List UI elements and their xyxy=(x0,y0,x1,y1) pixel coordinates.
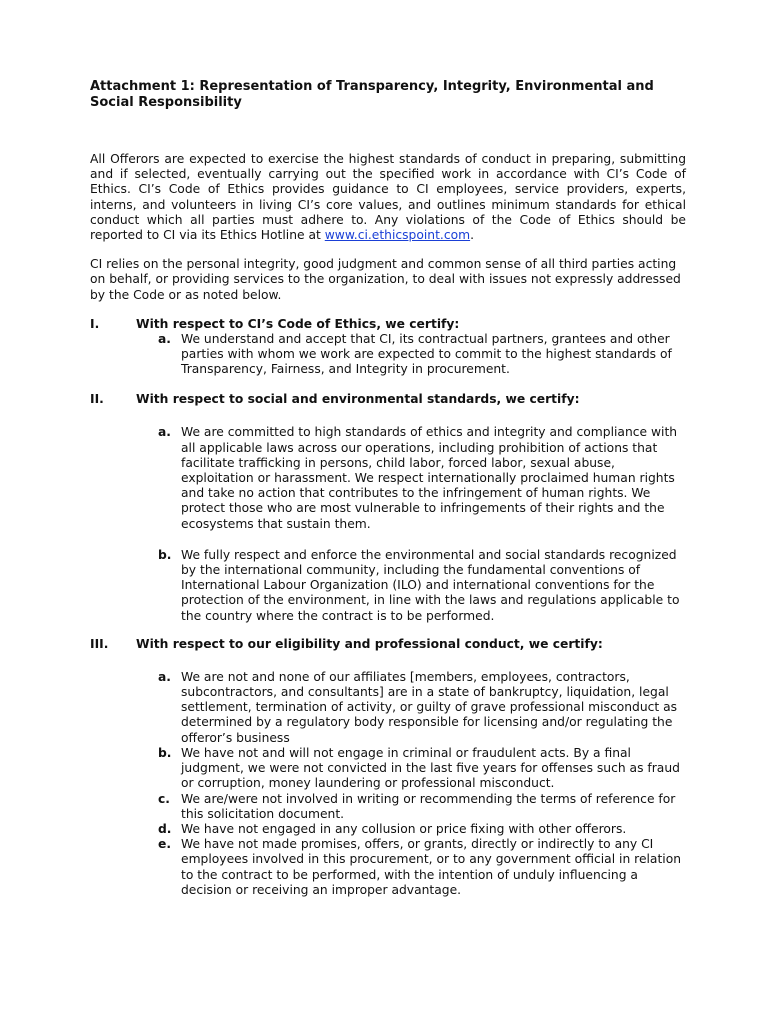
list-item xyxy=(90,548,686,624)
item-letter: a. xyxy=(158,669,171,684)
list-item xyxy=(90,425,686,531)
list-item xyxy=(90,670,686,746)
item-letter: b. xyxy=(158,745,172,760)
item-text: We are/were not involved in writing or recommending the terms of reference for this solicitation document. xyxy=(181,791,676,821)
intro-text: All Offerors are expected to exercise the highest standards of conduct in preparing, submitting and if selected, eventually carrying out the specified work in accordance with CI’s Code of Ethics. CI’s Code of Ethics provides guidance to CI employees, service providers, experts, interns, and volunteers in living CI’s core values, and outlines minimum standards for ethical conduct which all parties must adhere to. Any violations of the Code of Ethics should be reported to CI via its Ethics Hotline at xyxy=(90,152,686,243)
item-letter: d. xyxy=(158,821,172,836)
list-item xyxy=(90,822,686,837)
list-item xyxy=(90,332,686,378)
item-text: We are committed to high standards of ethics and integrity and compliance with all applicable laws across our operations, including prohibition of actions that facilitate trafficking in persons, child labor, forced labor, sexual abuse, exploitation or harassment. We respect internationally proclaimed human rights and take no action that contributes to the infringement of human rights. We protect those who are most vulnerable to infringements of their rights and the ecosystems that sustain them. xyxy=(181,425,678,531)
section-social-environmental xyxy=(90,392,686,623)
certification-list xyxy=(90,425,686,623)
document-title: Attachment 1: Representation of Transparency, Integrity, Environmental and Social Responsibility xyxy=(90,79,654,110)
section-numeral: II. xyxy=(90,392,104,407)
document-page xyxy=(90,79,686,898)
reliance-paragraph: CI relies on the personal integrity, good judgment and common sense of all third parties acting on behalf, or providing services to the organization, to deal with issues not expressly addressed by the Code or as noted below. xyxy=(90,257,681,302)
item-text: We fully respect and enforce the environmental and social standards recognized by the international community, including the fundamental conventions of International Labour Organization (ILO) and international conventions for the protection of the environment, in line with the laws and regulations applicable to the country where the contract is to be performed. xyxy=(181,547,680,623)
item-letter: a. xyxy=(158,331,171,346)
intro-text-end: . xyxy=(470,228,475,243)
section-numeral: I. xyxy=(90,316,100,331)
list-item xyxy=(90,746,686,792)
ethics-hotline-link[interactable]: www.ci.ethicspoint.com xyxy=(324,228,471,243)
section-title: With respect to CI’s Code of Ethics, we certify: xyxy=(136,316,460,331)
item-letter: e. xyxy=(158,837,172,852)
section-code-of-ethics xyxy=(90,317,686,378)
item-text: We have not made promises, offers, or grants, directly or indirectly to any CI employees involved in this procurement, or to any government official in relation to the contract to be performed, with the intention of unduly influencing a decision or receiving an improper advantage. xyxy=(181,837,682,897)
list-item xyxy=(90,837,686,898)
list-item xyxy=(90,792,686,822)
certification-list xyxy=(90,332,686,378)
section-title: With respect to social and environmental standards, we certify: xyxy=(136,392,580,407)
item-letter: c. xyxy=(158,791,170,806)
item-letter: b. xyxy=(158,547,172,562)
intro-paragraph xyxy=(90,152,686,243)
section-heading xyxy=(90,317,686,332)
item-text: We are not and none of our affiliates [members, employees, contractors, subcontractors, and consultants] are in a state of bankruptcy, liquidation, legal settlement, termination of activity, or guilty of grave professional misconduct as determined by a regulatory body responsible for licensing and/or regulating the offeror’s business xyxy=(181,669,678,745)
item-letter: a. xyxy=(158,425,171,440)
section-heading xyxy=(90,637,686,652)
certification-list xyxy=(90,670,686,898)
item-text: We understand and accept that CI, its contractual partners, grantees and other parties with whom we work are expected to commit to the highest standards of Transparency, Fairness, and Integrity in procurement. xyxy=(181,331,672,377)
item-text: We have not and will not engage in criminal or fraudulent acts. By a final judgment, we were not convicted in the last five years for offenses such as fraud or corruption, money laundering or professional misconduct. xyxy=(181,745,680,791)
section-heading xyxy=(90,392,686,407)
section-title: With respect to our eligibility and professional conduct, we certify: xyxy=(136,636,603,651)
section-eligibility-conduct xyxy=(90,637,686,898)
section-numeral: III. xyxy=(90,636,109,651)
item-text: We have not engaged in any collusion or price fixing with other offerors. xyxy=(181,821,627,836)
